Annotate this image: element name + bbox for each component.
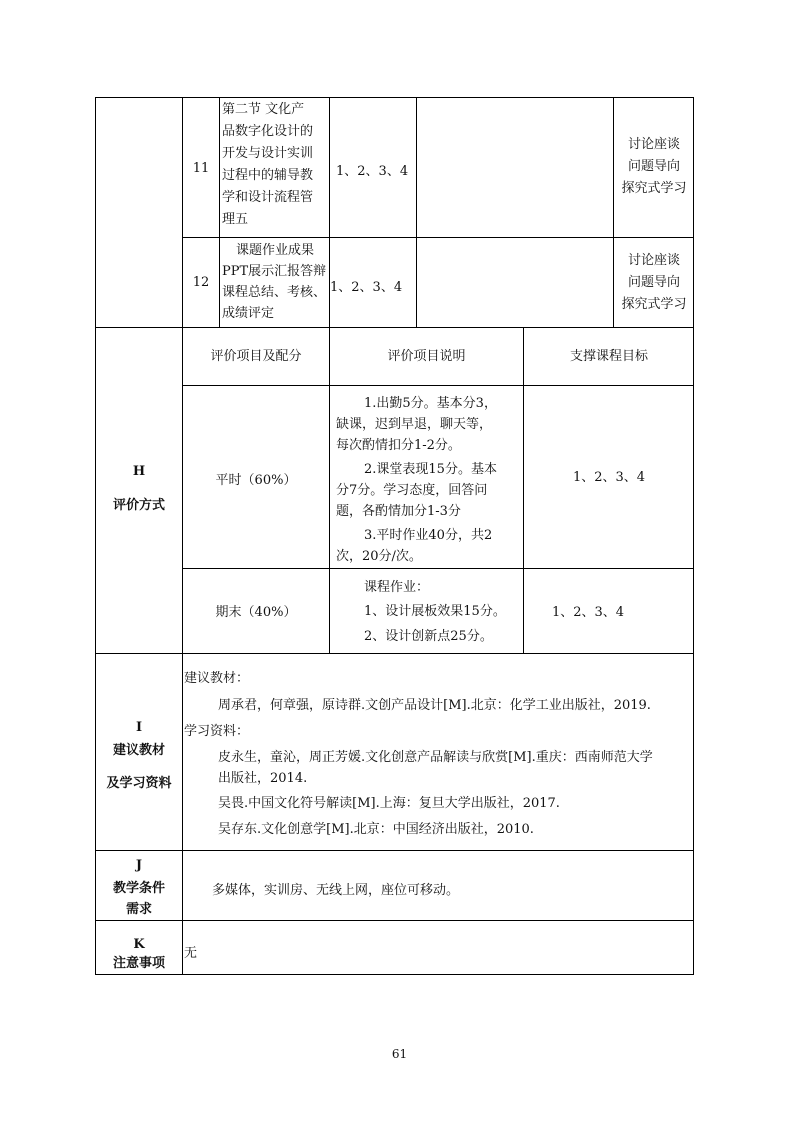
materials-line: 学习资料： <box>184 724 250 739</box>
conditions-text: 多媒体，实训房、无线上网，座位可移动。 <box>212 883 460 898</box>
section-label: 教学条件 <box>112 881 165 896</box>
eval-desc-line: 分7分。学习态度，回答问 <box>336 483 488 498</box>
column-header: 评价项目说明 <box>387 349 466 364</box>
content-line: 开发与设计实训 <box>222 146 314 161</box>
content-line: 品数字化设计的 <box>222 124 314 139</box>
materials-line: 建议教材： <box>184 671 250 686</box>
table-rule <box>95 850 694 851</box>
column-header: 评价项目及配分 <box>210 349 302 364</box>
section-label: 建议教材 <box>112 743 165 758</box>
page-number: 61 <box>391 1047 408 1061</box>
eval-desc-line: 次，20分/次。 <box>336 549 422 564</box>
eval-desc-line: 1.出勤5分。基本分3， <box>364 396 497 411</box>
eval-item: 平时（60%） <box>215 473 297 488</box>
table-rule <box>329 327 330 653</box>
section-code: H <box>132 464 146 479</box>
section-code: J <box>135 858 143 873</box>
row-number: 11 <box>192 161 210 176</box>
table-rule <box>95 920 694 921</box>
table-rule <box>182 237 694 238</box>
section-label: 注意事项 <box>112 956 165 971</box>
eval-desc-line: 题，各酌情加分1-3分 <box>336 504 461 519</box>
section-code: K <box>133 937 145 952</box>
section-label: 需求 <box>125 902 152 917</box>
course-goals: 1、2、3、4 <box>336 164 409 179</box>
content-line: 理五 <box>222 212 249 227</box>
table-rule <box>95 327 694 328</box>
materials-line: 出版社，2014. <box>218 771 308 786</box>
content-line: 课程总结、考核、 <box>222 285 327 300</box>
content-line: PPT展示汇报答辩 <box>222 264 327 279</box>
materials-line: 吴畏.中国文化符号解读[M].上海：复旦大学出版社，2017. <box>218 796 560 811</box>
table-rule <box>416 97 417 327</box>
column-header: 支撑课程目标 <box>569 349 648 364</box>
table-rule <box>182 568 694 569</box>
materials-line: 吴存东.文化创意学[M].北京：中国经济出版社，2010. <box>218 822 534 837</box>
section-label: 及学习资料 <box>106 776 172 791</box>
content-line: 课题作业成果 <box>236 243 315 258</box>
content-line: 过程中的辅导教 <box>222 168 314 183</box>
table-rule <box>95 653 694 654</box>
eval-desc-line: 2、设计创新点25分。 <box>364 629 493 644</box>
content-line: 学和设计流程管 <box>222 190 314 205</box>
eval-desc-line: 缺课，迟到早退，聊天等， <box>336 417 493 432</box>
notes-text: 无 <box>184 946 198 961</box>
eval-goals: 1、2、3、4 <box>551 605 625 620</box>
teaching-method: 讨论座谈 <box>627 253 680 268</box>
materials-line: 周承君，何章强，原诗群.文创产品设计[M].北京：化学工业出版社，2019. <box>218 698 651 713</box>
section-code: I <box>135 720 143 735</box>
teaching-method: 问题导向 <box>627 159 680 174</box>
teaching-method: 探究式学习 <box>621 181 687 196</box>
row-number: 12 <box>192 275 210 290</box>
materials-line: 皮永生，童沁，周正芳媛.文化创意产品解读与欣赏[M].重庆：西南师范大学 <box>218 750 653 765</box>
teaching-method: 讨论座谈 <box>627 137 680 152</box>
eval-goals: 1、2、3、4 <box>572 470 646 485</box>
teaching-method: 问题导向 <box>627 275 680 290</box>
eval-desc-line: 每次酌情扣分1-2分。 <box>336 438 461 453</box>
eval-desc-line: 3.平时作业40分，共2 <box>364 528 493 543</box>
eval-desc-line: 课程作业： <box>364 580 430 595</box>
eval-desc-line: 1、设计展板效果15分。 <box>364 604 506 619</box>
eval-desc-line: 2.课堂表现15分。基本 <box>364 462 497 477</box>
section-label: 评价方式 <box>112 498 165 513</box>
teaching-method: 探究式学习 <box>621 297 687 312</box>
content-line: 成绩评定 <box>222 306 275 321</box>
eval-item: 期末（40%） <box>215 605 297 620</box>
course-goals: 1、2、3、4 <box>330 280 403 295</box>
content-line: 第二节 文化产 <box>222 102 305 117</box>
table-rule <box>219 97 220 327</box>
table-rule <box>182 97 183 975</box>
table-rule <box>182 385 694 386</box>
